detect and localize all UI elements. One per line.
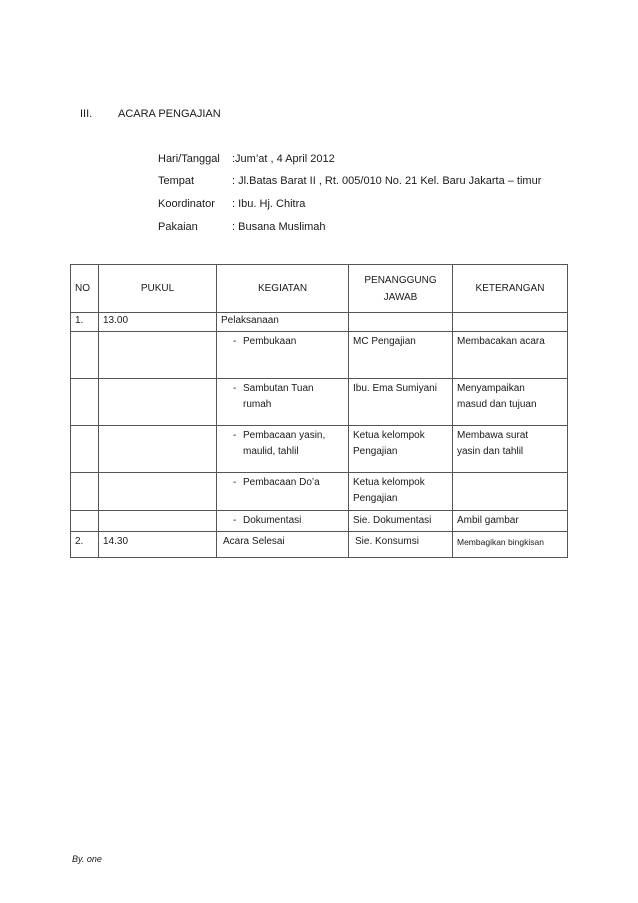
cell-no (71, 473, 99, 511)
kegiatan-text: Sambutan Tuan (243, 383, 314, 394)
pj-text: Ketua kelompok (353, 477, 425, 488)
cell-no (71, 332, 99, 379)
header-keterangan: KETERANGAN (453, 265, 568, 313)
cell-pj (349, 473, 453, 511)
info-label: Hari/Tanggal (158, 153, 220, 165)
info-label: Tempat (158, 175, 195, 187)
dash-mark: - (233, 515, 237, 526)
header-penanggung-jawab (349, 265, 453, 313)
ket-text: masud dan tujuan (457, 399, 537, 410)
cell-kegiatan: Pelaksanaan (217, 313, 349, 332)
table-row (71, 473, 568, 511)
cell-no: 1. (71, 313, 99, 332)
cell-ket (453, 379, 568, 426)
cell-ket (453, 313, 568, 332)
info-label: Koordinator (158, 198, 215, 210)
cell-ket (453, 426, 568, 473)
section-number: III. (80, 108, 93, 120)
cell-pj: Sie. Konsumsi (349, 532, 453, 558)
info-value: : Busana Muslimah (232, 221, 326, 233)
info-value: : Ibu. Hj. Chitra (232, 198, 306, 210)
kegiatan-text: Dokumentasi (243, 515, 302, 526)
cell-kegiatan (217, 511, 349, 532)
cell-ket: Membagikan bingkisan (453, 532, 568, 558)
cell-pj (349, 426, 453, 473)
table-row (71, 511, 568, 532)
table-row (71, 313, 568, 332)
table-header-row (71, 265, 568, 313)
dash-mark: - (233, 336, 237, 347)
cell-kegiatan: Acara Selesai (217, 532, 349, 558)
dash-mark: - (233, 477, 237, 488)
kegiatan-text: maulid, tahlil (243, 446, 299, 457)
kegiatan-text: Pembukaan (243, 336, 297, 347)
ket-text: yasin dan tahlil (457, 446, 524, 457)
header-pj-line2: JAWAB (383, 291, 418, 303)
header-kegiatan: KEGIATAN (217, 265, 349, 313)
pj-text: Sie. Dokumentasi (353, 515, 432, 526)
cell-ket (453, 473, 568, 511)
info-value: : Jl.Batas Barat II , Rt. 005/010 No. 21 Kel. Baru Jakarta – timur (232, 175, 542, 187)
cell-pukul (99, 426, 217, 473)
cell-pukul (99, 511, 217, 532)
cell-kegiatan (217, 332, 349, 379)
cell-pj (349, 332, 453, 379)
cell-pukul (99, 332, 217, 379)
ket-text: Membawa surat (457, 430, 529, 441)
cell-no (71, 379, 99, 426)
schedule-table (70, 264, 568, 558)
dash-mark: - (233, 430, 237, 441)
cell-kegiatan (217, 426, 349, 473)
kegiatan-text: Pembacaan Do’a (243, 477, 320, 488)
cell-pukul (99, 379, 217, 426)
info-label: Pakaian (158, 221, 198, 233)
section-title: ACARA PENGAJIAN (118, 108, 221, 120)
cell-no: 2. (71, 532, 99, 558)
info-value: :Jum’at , 4 April 2012 (232, 153, 335, 165)
table-row (71, 532, 568, 558)
kegiatan-text: Pembacaan yasin, (243, 430, 326, 441)
pj-text: Pengajian (353, 446, 398, 457)
pj-text: Ibu. Ema Sumiyani (353, 383, 437, 394)
cell-pj (349, 379, 453, 426)
dash-mark: - (233, 383, 237, 394)
header-pukul: PUKUL (99, 265, 217, 313)
cell-no (71, 511, 99, 532)
cell-pj (349, 313, 453, 332)
cell-pukul: 14.30 (99, 532, 217, 558)
footer-credit: By. one (72, 854, 102, 864)
cell-pukul (99, 473, 217, 511)
table-row (71, 426, 568, 473)
cell-no (71, 426, 99, 473)
cell-kegiatan (217, 379, 349, 426)
pj-text: Ketua kelompok (353, 430, 425, 441)
header-no: NO (71, 265, 99, 313)
pj-text: Pengajian (353, 493, 398, 504)
cell-ket (453, 332, 568, 379)
pj-text: MC Pengajian (353, 336, 416, 347)
ket-text: Membacakan acara (457, 336, 545, 347)
cell-pukul: 13.00 (99, 313, 217, 332)
cell-ket (453, 511, 568, 532)
ket-text: Ambil gambar (457, 515, 519, 526)
kegiatan-text: rumah (243, 399, 272, 410)
ket-text: Menyampaikan (457, 383, 525, 394)
cell-kegiatan (217, 473, 349, 511)
table-row (71, 379, 568, 426)
cell-pj (349, 511, 453, 532)
table-row (71, 332, 568, 379)
header-pj-line1: PENANGGUNG (364, 274, 437, 286)
